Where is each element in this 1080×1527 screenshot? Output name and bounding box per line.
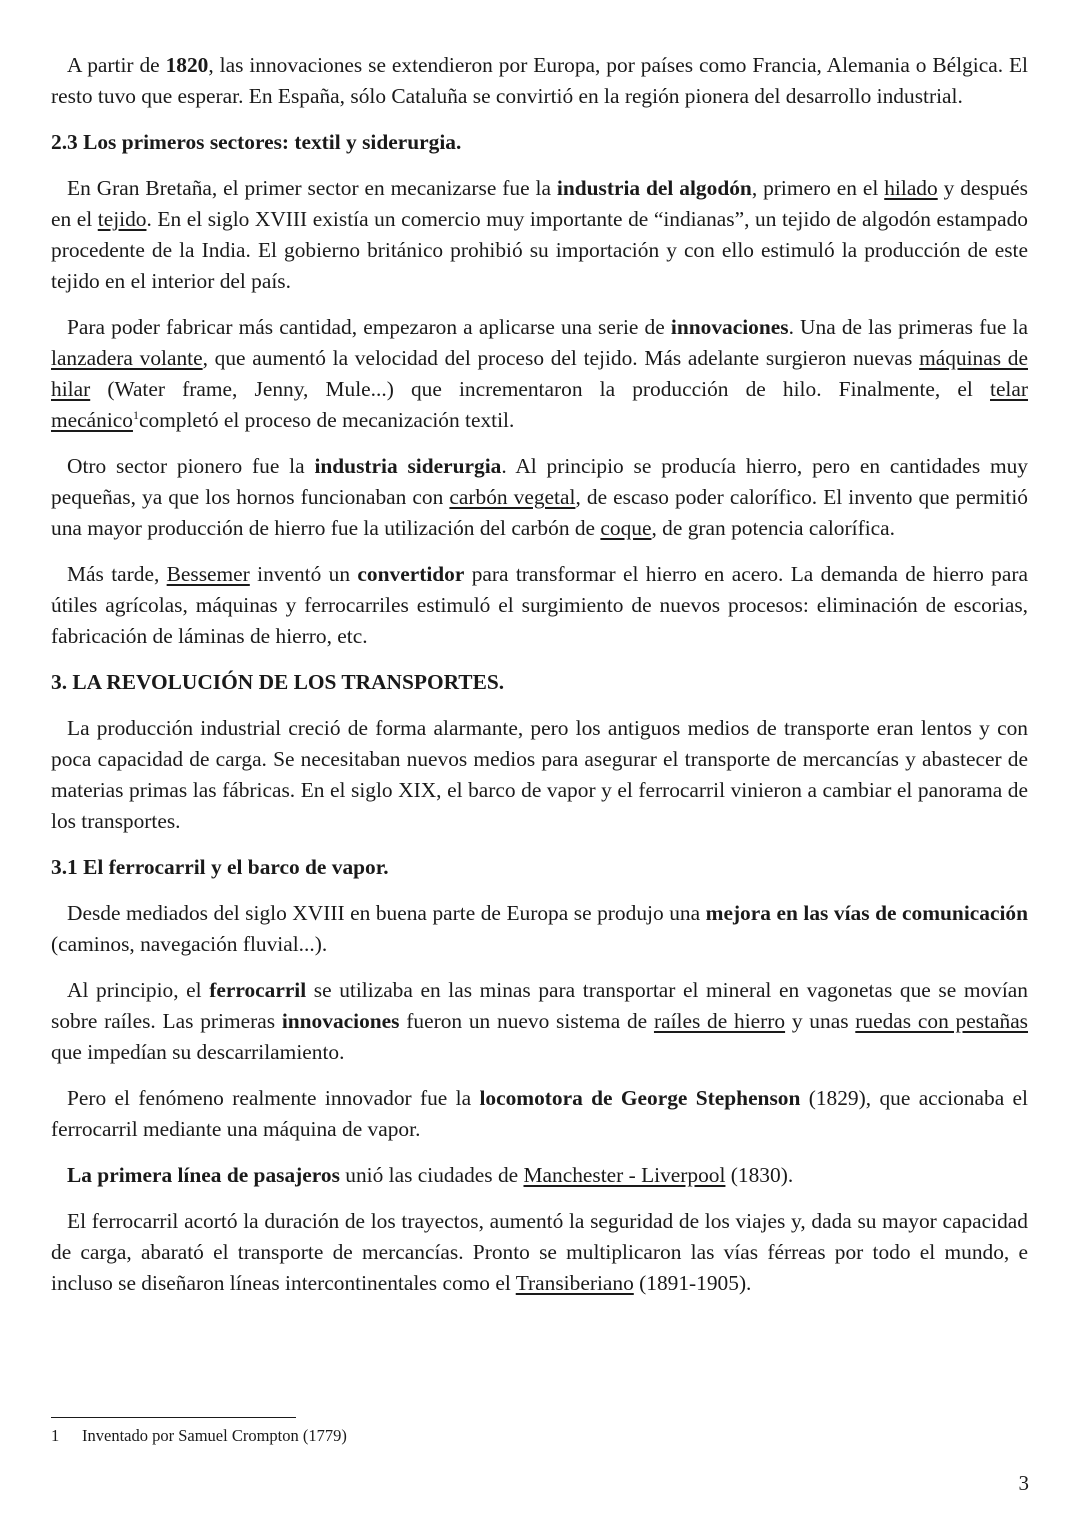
paragraph-textile-innovations: Para poder fabricar más cantidad, empezaron a aplicarse una serie de innovaciones. Una de las primeras fue la lanzadera volante, que aumentó la velocidad del proceso del tejido. Más adelante surgieron nuevas máquinas de hilar (Water frame, Jenny, Mule...) que incrementaron la producción de hilo. Finalmente, el telar mecánico$^1$completó el proceso de mecanización textil. — [51, 315, 1028, 432]
paragraph-railway-origins: Al principio, el ferrocarril se utilizaba en las minas para transportar el mineral en vagonetas que se movían sobre raíles. Las primeras innovaciones fueron un nuevo sistema de raíles de hierro y unas ruedas con pestañas que impedían su descarrilamiento. — [51, 978, 1029, 1064]
page-number: 3 — [1018, 1471, 1029, 1495]
paragraph-first-passenger-line: La primera línea de pasajeros unió las ciudades de Manchester - Liverpool (1830). — [67, 1163, 794, 1187]
paragraph-bessemer: Más tarde, Bessemer inventó un convertidor para transformar el hierro en acero. La demanda de hierro para útiles agrícolas, máquinas y ferrocarriles estimuló el surgimiento de nuevos procesos: eliminación de escorias, fabricación de láminas de hierro, etc. — [51, 562, 1028, 648]
section-heading-first-sectors: 2.3 Los primeros sectores: textil y siderurgia. — [51, 130, 462, 154]
footnote — [51, 1425, 347, 1447]
footnote-divider — [51, 1417, 296, 1418]
paragraph-stephenson: Pero el fenómeno realmente innovador fue la locomotora de George Stephenson (1829), que accionaba el ferrocarril mediante una máquina de vapor. — [51, 1086, 1028, 1141]
footnote-text: Inventado por Samuel Crompton (1779) — [82, 1426, 347, 1445]
paragraph-communication-routes: Desde mediados del siglo XVIII en buena parte de Europa se produjo una mejora en las vías de comunicación (caminos, navegación fluvial...). — [51, 901, 1028, 956]
paragraph-railway-impact: El ferrocarril acortó la duración de los trayectos, aumentó la seguridad de los viajes y, dada su mayor capacidad de carga, abarató el transporte de mercancías. Pronto se multiplicaron las vías férreas por todo el mundo, e incluso se diseñaron líneas intercontinentales como el Transiberiano (1891-1905). — [51, 1209, 1028, 1295]
footnote-number: 1 — [51, 1426, 60, 1445]
section-heading-railway-steamship: 3.1 El ferrocarril y el barco de vapor. — [51, 855, 389, 879]
page-body — [51, 50, 1028, 1314]
paragraph-iron-industry: Otro sector pionero fue la industria siderurgia. Al principio se producía hierro, pero en cantidades muy pequeñas, ya que los hornos funcionaban con carbón vegetal, de escaso poder calorífico. El invento que permitió una mayor producción de hierro fue la utilización del carbón de coque, de gran potencia calorífica. — [51, 454, 1028, 540]
paragraph-european-spread: A partir de 1820, las innovaciones se extendieron por Europa, por países como Francia, Alemania o Bélgica. El resto tuvo que esperar. En España, sólo Cataluña se convirtió en la región pionera del desarrollo industrial. — [51, 53, 1028, 108]
paragraph-transport-need: La producción industrial creció de forma alarmante, pero los antiguos medios de transporte eran lentos y con poca capacidad de carga. Se necesitaban nuevos medios para asegurar el transporte de mercancías y abastecer de materias primas las fábricas. En el siglo XIX, el barco de vapor y el ferrocarril vinieron a cambiar el panorama de los transportes. — [51, 716, 1028, 833]
paragraph-cotton-industry: En Gran Bretaña, el primer sector en mecanizarse fue la industria del algodón, primero en el hilado y después en el tejido. En el siglo XVIII existía un comercio muy importante de “indianas”, un tejido de algodón estampado procedente de la India. El gobierno británico prohibió su importación y con ello estimuló la producción de este tejido en el interior del país. — [51, 176, 1028, 293]
footnote-reference: 1 — [132, 407, 139, 422]
section-heading-transport-revolution: 3. LA REVOLUCIÓN DE LOS TRANSPORTES. — [51, 670, 505, 694]
